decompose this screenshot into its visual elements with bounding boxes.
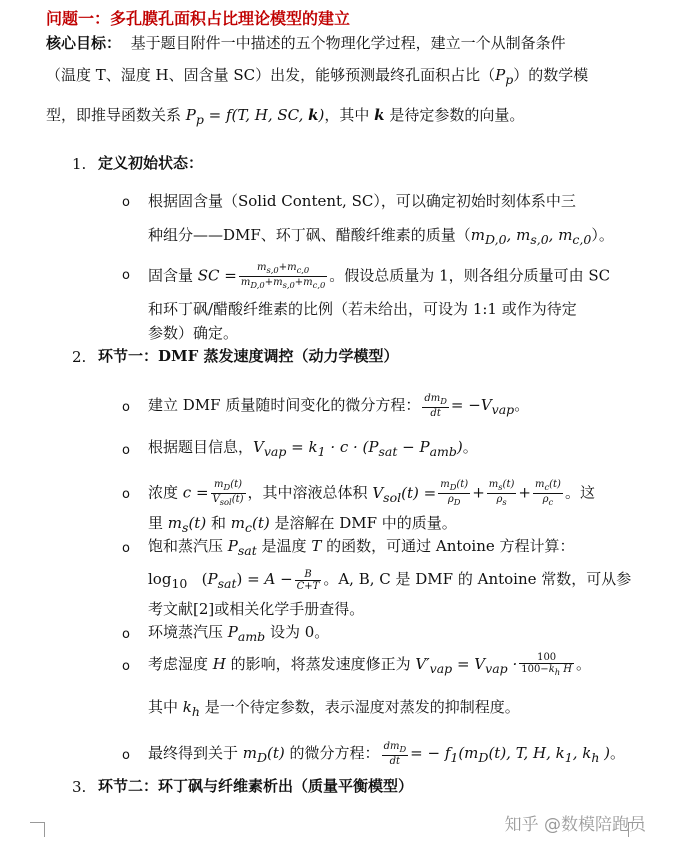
bullet-icon: o (122, 659, 130, 674)
sec2-b6-l2a: 其中 (148, 698, 183, 716)
sec2-b1-text: 建立 DMF 质量随时间变化的微分方程： (148, 396, 421, 414)
bullet-icon: o (122, 541, 130, 556)
core-text-2b: ）的数学模 (513, 66, 589, 84)
sec2-bullet2: 根据题目信息，$V_{vap} = k_1 \cdot c \cdot (P_{sat} - P_{amb})$。 (148, 438, 478, 459)
sec2-bullet4-line3: 考文献[2]或相关化学手册查得。 (148, 600, 365, 618)
math-sc-fraction: $\frac{m_{s,0}+m_{c,0}}{m_{D,0}+m_{s,0}+m_{c,0}}$ (240, 262, 326, 290)
section-title: 问题一：多孔膜孔面积占比理论模型的建立 (46, 9, 351, 28)
sec2-bullet1: 建立 DMF 质量随时间变化的微分方程： $\frac{dm_D}{dt}$ = $-V_{vap}$。 (148, 393, 530, 419)
core-text-1: 基于题目附件一中描述的五个物理化学过程，建立一个从制备条件 (130, 34, 566, 52)
math-dmd-dt: $\frac{dm_D}{dt}$ (424, 393, 447, 419)
bullet-icon: o (122, 268, 130, 283)
sec1-b2-text: 固含量 (148, 266, 198, 285)
math-initial-masses: $m_{D,0}$, $m_{s,0}$, $m_{c,0}$ (470, 226, 592, 247)
bullet-icon: o (122, 443, 130, 458)
bullet-icon: o (122, 195, 130, 210)
math-vsol: $V_{sol}(t)$ = (372, 483, 437, 505)
sec2-b5a: 环境蒸汽压 (148, 623, 228, 641)
math-dmd-dt-2: $\frac{dm_D}{dt}$ (383, 741, 407, 767)
sec2-b6-l2b: 是一个待定参数，表示湿度对蒸发的抑制程度。 (199, 698, 520, 716)
core-label: 核心目标： (46, 34, 122, 52)
bullet-icon: o (122, 748, 130, 763)
sec2-b3-end: 。这 (564, 483, 595, 502)
math-antoine: $\log_{10} (P_{sat}) = A$ − (148, 570, 293, 591)
sec2-bullet6-line2 (148, 696, 520, 723)
sec1-bullet1-line2 (148, 224, 614, 251)
core-line-3 (46, 104, 524, 131)
sec2-b7b: 的微分方程： (284, 744, 380, 762)
sec1-b1-text: 种组分——DMF、环丁砜、醋酸纤维素的质量（ (148, 226, 471, 244)
sec2-bullet7: 最终得到关于 $m_D(t)$ 的微分方程： $\frac{dm_D}{dt}$ = − $f_1(m_D(t)$, T, H, $k_1$, $k_h$ )。 (148, 741, 626, 767)
bullet-icon: o (122, 487, 130, 502)
math-c: c = (182, 483, 209, 502)
math-humidity-fraction: $\frac{100}{100-k_h H}$ (521, 652, 573, 677)
math-function: $P_p = f(T$, H, SC, k) (185, 106, 325, 127)
math-neg-vvap: = $-V_{vap}$ (450, 396, 515, 417)
sec2-bullet4-line2 (148, 568, 631, 595)
math-vvap-corrected: $V'_{vap} = V_{vap}$ · (415, 655, 518, 676)
bullet-icon: o (122, 627, 130, 642)
math-frac-d: $\frac{m_D(t)}{\rho_D}$ (440, 479, 469, 507)
sec2-b7a: 最终得到关于 (148, 744, 243, 762)
sec2-b3-l2b: 和 (206, 514, 231, 532)
math-mc: $m_c(t)$ (230, 514, 270, 535)
sec1-bullet1-line1: 根据固含量（Solid Content, SC），可以确定初始时刻体系中三 (148, 192, 576, 210)
sec1-bullet2-line2: 和环丁砜/醋酸纤维素的比例（若未给出，可设为 1:1 或作为待定 (148, 300, 577, 318)
sec2-b4-l1a: 饱和蒸汽压 (148, 537, 228, 555)
sec2-b4-l1c: 的函数，可通过 Antoine 方程计算： (321, 537, 575, 555)
sec2-b6-l1a: 考虑湿度 (148, 655, 213, 673)
sec1-b2-rest: 。假设总质量为 1，则各组分质量可由 SC (329, 266, 611, 285)
math-pp: $P_p$ (495, 66, 514, 87)
core-text-3c: 是待定参数的向量。 (384, 106, 525, 124)
math-pamb: $P_{amb}$ (227, 623, 266, 644)
math-final-ode: = − $f_1(m_D(t)$, T, H, $k_1$, $k_h$ ) (410, 744, 611, 765)
math-ms: $m_s(t)$ (167, 514, 207, 535)
math-vvap: $V_{vap} = k_1 \cdot c \cdot (P_{sat} - P_{amb})$ (253, 438, 463, 459)
section-1-number: 1. (72, 155, 87, 173)
sec2-bullet3-line1: 浓度 c = $\frac{m_D(t)}{V_{sol}(t)}$ ，其中溶液总体积 $V_{sol}(t)$ = $\frac{m_D(t)}{\rho_D}$ + $\frac{m_s(t)}{\rho_s}$ + $\frac{m_c(t)}{\rho_c}$ 。这 (148, 479, 595, 507)
math-frac-s: $\frac{m_s(t)}{\rho_s}$ (488, 479, 515, 507)
math-t: T (311, 537, 322, 555)
math-psat: $P_{sat}$ (227, 537, 257, 558)
sec2-b3-l2a: 里 (148, 514, 168, 532)
core-line-2 (46, 64, 588, 91)
section-3-heading: 环节二：环丁砜与纤维素析出（质量平衡模型） (98, 777, 414, 795)
sec1-bullet2-line3: 参数）确定。 (148, 324, 239, 342)
sec2-b2-text: 根据题目信息， (148, 438, 254, 456)
core-line-1 (46, 32, 566, 54)
sec2-b4-l2b: 。A, B, C 是 DMF 的 Antoine 常数，可从参 (323, 570, 632, 588)
watermark: 知乎 @数模陪跑员 (504, 815, 646, 835)
section-2-number: 2. (72, 348, 87, 366)
sec2-bullet4-line1 (148, 535, 575, 562)
math-kh: $k_h$ (182, 698, 200, 719)
sec2-b3-text: 浓度 (148, 483, 183, 502)
sec2-b3-mid: ，其中溶液总体积 (247, 483, 373, 502)
section-2-heading: 环节一：DMF 蒸发速度调控（动力学模型） (98, 347, 399, 365)
math-antoine-fraction: $\frac{B}{C+T}$ (296, 568, 320, 592)
bullet-icon: o (122, 400, 130, 415)
sec2-bullet5 (148, 621, 329, 648)
sec1-bullet2-line1 (148, 262, 610, 291)
page-corner-mark-left (30, 822, 45, 837)
section-3-number: 3. (72, 778, 87, 796)
section-1-heading: 定义初始状态： (98, 154, 204, 172)
core-text-3b: ，其中 (324, 106, 375, 124)
sec1-b1-end: ）。 (591, 226, 614, 244)
math-sc: SC = (197, 266, 237, 285)
math-c-fraction: $\frac{m_D(t)}{V_{sol}(t)}$ (212, 479, 244, 507)
sec2-b5b: 设为 0。 (265, 623, 330, 641)
math-md: $m_D(t)$ (242, 744, 285, 765)
sec2-b4-l1b: 是温度 (256, 537, 312, 555)
core-text-3a: 型，即推导函数关系 (46, 106, 186, 124)
core-text-2a: （温度 T、湿度 H、固含量 SC）出发，能够预测最终孔面积占比（ (46, 66, 496, 84)
sec2-b6-l1b: 的影响，将蒸发速度修正为 (225, 655, 416, 673)
math-h: H (212, 655, 226, 673)
math-k: k (374, 106, 385, 124)
math-frac-c: $\frac{m_c(t)}{\rho_c}$ (534, 479, 561, 507)
sec2-b3-l2c: 是溶解在 DMF 中的质量。 (269, 514, 457, 532)
sec2-bullet6-line1: 考虑湿度 H 的影响，将蒸发速度修正为 $V'_{vap} = V_{vap}$ · $\frac{100}{100-k_h H}$ 。 (148, 652, 592, 677)
